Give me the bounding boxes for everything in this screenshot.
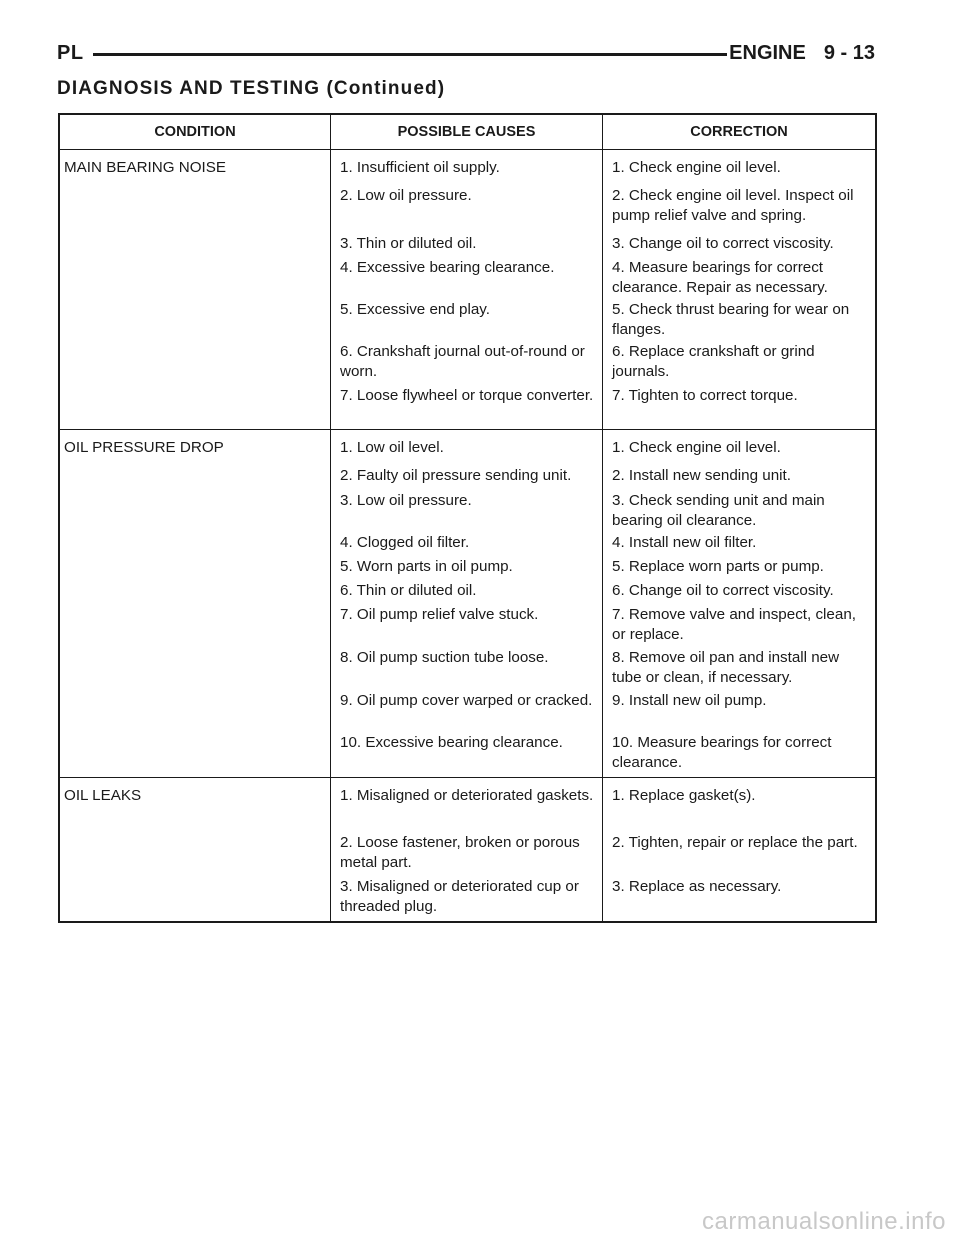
table-row [331,553,875,577]
cause-cell: 1. Insufficient oil supply. [331,150,603,182]
correction-cell: 3. Change oil to correct viscosity. [612,235,834,252]
table-row [331,778,875,829]
condition-cell: MAIN BEARING NOISE [60,150,331,429]
correction-cell: 9. Install new oil pump. [612,692,767,709]
correction-cell: 2. Install new sending unit. [612,467,791,484]
cause-cell: 5. Worn parts in oil pump. [331,553,603,577]
table-row [331,462,875,487]
cause-cell: 4. Clogged oil filter. [331,529,603,553]
correction-cell: 6. Replace crankshaft or grind journals. [612,343,815,380]
cause-cell: 3. Thin or diluted oil. [331,230,603,254]
cause-cell: 1. Misaligned or deteriorated gaskets. [331,778,603,829]
table-row [331,182,875,230]
cause-cell: 3. Low oil pressure. [331,487,603,529]
column-header-condition: CONDITION [60,115,331,149]
correction-cell: 7. Tighten to correct torque. [612,387,798,404]
diagnosis-table [58,113,877,923]
correction-cell: 2. Tighten, repair or replace the part. [612,834,858,851]
correction-cell: 1. Check engine oil level. [612,159,781,176]
correction-cell: 3. Check sending unit and main bearing oil clearance. [612,492,825,529]
cause-cell: 4. Excessive bearing clearance. [331,254,603,296]
header-model-code: PL [57,42,84,64]
correction-cell: 6. Change oil to correct viscosity. [612,582,834,599]
header-section-page [729,42,875,65]
table-row [331,382,875,429]
column-header-possible-causes: POSSIBLE CAUSES [331,115,603,149]
header-page-number: 9 - 13 [823,42,875,64]
table-row [331,687,875,729]
table-row [331,873,875,921]
header-rule [93,53,727,56]
table-row [331,487,875,529]
correction-cell: 2. Check engine oil level. Inspect oil pump relief valve and spring. [612,187,854,224]
table-row [331,601,875,644]
correction-cell: 4. Install new oil filter. [612,534,757,551]
cause-cell: 10. Excessive bearing clearance. [331,729,603,777]
cause-cell: 9. Oil pump cover warped or cracked. [331,687,603,729]
page-header [57,42,875,72]
correction-cell: 8. Remove oil pan and install new tube or clean, if necessary. [612,649,840,686]
table-row [331,529,875,553]
cause-cell: 1. Low oil level. [331,430,603,462]
table-row [331,829,875,873]
table-row [331,150,875,182]
cause-cell: 2. Low oil pressure. [331,182,603,230]
cause-cell: 5. Excessive end play. [331,296,603,338]
correction-cell: 3. Replace as necessary. [612,878,782,895]
condition-group [60,430,875,778]
condition-group [60,150,875,430]
correction-cell: 10. Measure bearings for correct clearance. [612,734,832,771]
correction-cell: 1. Replace gasket(s). [612,787,756,804]
correction-cell: 7. Remove valve and inspect, clean, or replace. [612,606,856,643]
table-row [331,338,875,382]
table-row [331,430,875,462]
cause-cell: 3. Misaligned or deteriorated cup or threaded plug. [331,873,603,921]
header-section: ENGINE [729,42,806,64]
condition-group [60,778,875,921]
table-row [331,296,875,338]
section-title: DIAGNOSIS AND TESTING (Continued) [57,78,446,99]
cause-cell: 2. Faulty oil pressure sending unit. [331,462,603,487]
table-header-row [60,115,875,150]
cause-cell: 6. Crankshaft journal out-of-round or worn. [331,338,603,382]
correction-cell: 5. Replace worn parts or pump. [612,558,824,575]
cause-cell: 2. Loose fastener, broken or porous metal part. [331,829,603,873]
table-row [331,729,875,777]
cause-cell: 8. Oil pump suction tube loose. [331,644,603,687]
table-row [331,577,875,601]
cause-cell: 6. Thin or diluted oil. [331,577,603,601]
column-header-correction: CORRECTION [690,124,788,140]
table-row [331,644,875,687]
condition-cell: OIL LEAKS [60,778,331,921]
watermark: carmanualsonline.info [702,1208,946,1235]
table-row [331,254,875,296]
correction-cell: 4. Measure bearings for correct clearance. Repair as necessary. [612,259,828,296]
cause-cell: 7. Loose flywheel or torque converter. [331,382,603,429]
condition-cell: OIL PRESSURE DROP [60,430,331,777]
cause-cell: 7. Oil pump relief valve stuck. [331,601,603,644]
correction-cell: 1. Check engine oil level. [612,439,781,456]
correction-cell: 5. Check thrust bearing for wear on flanges. [612,301,850,338]
table-row [331,230,875,254]
